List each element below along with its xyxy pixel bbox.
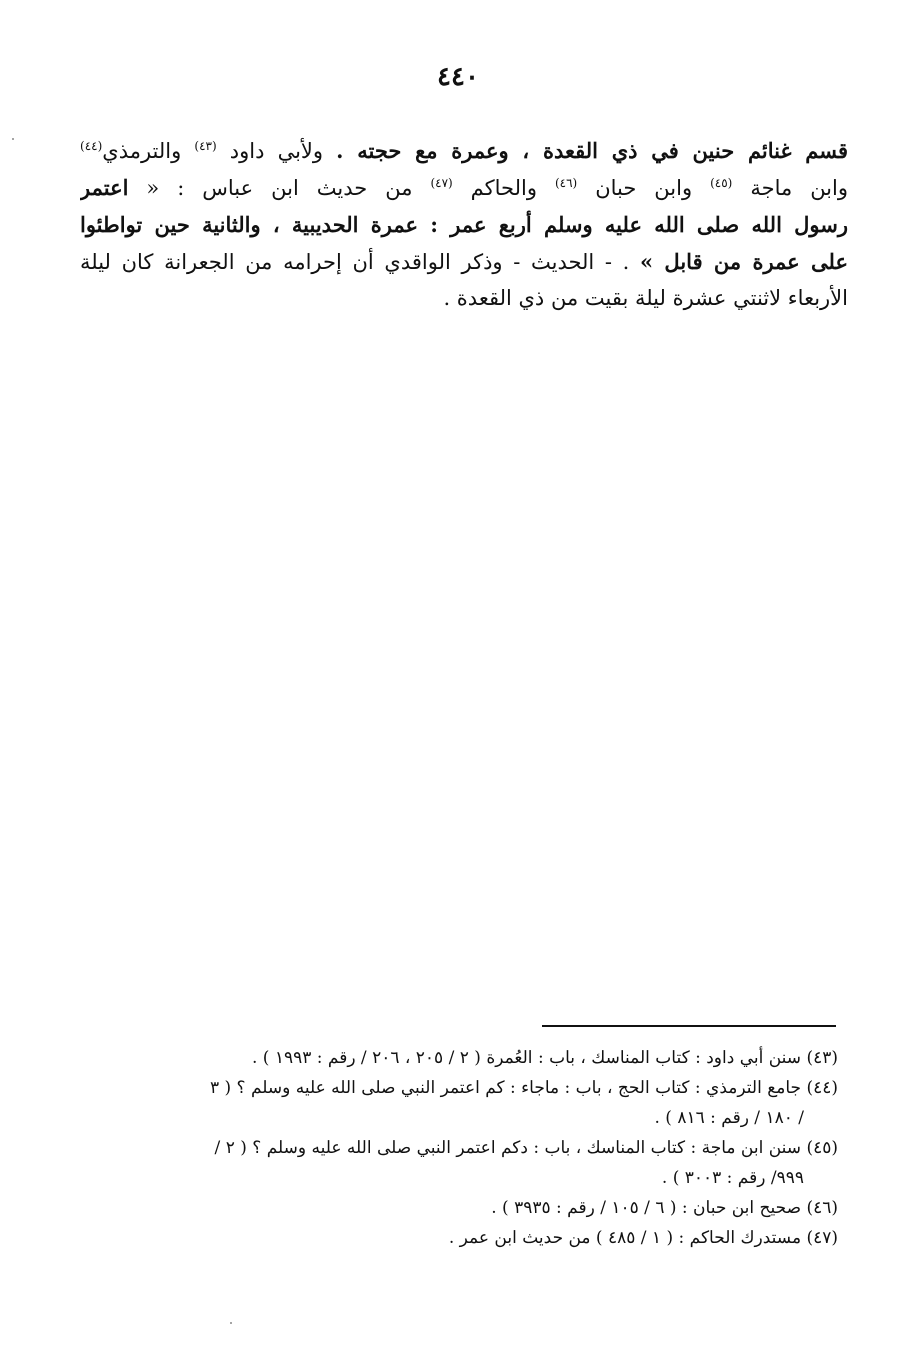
bold-phrase: اعتمر bbox=[80, 175, 129, 200]
text-line-2 bbox=[80, 169, 848, 206]
footnotes-section bbox=[70, 1043, 838, 1253]
main-text bbox=[80, 132, 848, 317]
text-run: ولأبي داود bbox=[216, 139, 337, 163]
footnote-43: (٤٣) سنن أبي داود : كتاب المناسك ، باب : العُمرة ( ٢ / ٢٠٥ ، ٢٠٦ / رقم : ١٩٩٣ ) . bbox=[251, 1048, 838, 1068]
footnote-47: (٤٧) مستدرك الحاكم : ( ١ / ٤٨٥ ) من حديث ابن عمر . bbox=[448, 1228, 838, 1248]
footnote-ref-45[interactable]: (٤٥) bbox=[710, 176, 733, 190]
bold-phrase: قسم غنائم حنين في ذي القعدة ، وعمرة مع حجته . bbox=[336, 138, 848, 163]
footnote-46: (٤٦) صحيح ابن حبان : ( ٦ / ١٠٥ / رقم : ٣٩٣٥ ) . bbox=[491, 1198, 838, 1218]
text-run: . - الحديث - وذكر الواقدي أن إحرامه من الجعرانة كان ليلة bbox=[80, 250, 641, 274]
text-run: وابن ماجة bbox=[732, 176, 848, 200]
text-line-3 bbox=[80, 206, 848, 243]
text-run: من حديث ابن عباس : « bbox=[128, 176, 431, 200]
bold-phrase: رسول الله صلى الله عليه وسلم أربع عمر : عمرة الحديبية ، والثانية حين تواطئوا bbox=[80, 212, 848, 237]
text-run: والترمذي bbox=[102, 139, 195, 163]
footnote-ref-44[interactable]: (٤٤) bbox=[80, 139, 103, 153]
footnote-45: (٤٥) سنن ابن ماجة : كتاب المناسك ، باب : دكم اعتمر النبي صلى الله عليه وسلم ؟ ( ٢ / bbox=[214, 1138, 838, 1158]
text-run: الأربعاء لاثنتي عشرة ليلة بقيت من ذي القعدة . bbox=[443, 286, 848, 310]
footnote-44: (٤٤) جامع الترمذي : كتاب الحج ، باب : ماجاء : كم اعتمر النبي صلى الله عليه وسلم ؟ ( ٣ bbox=[209, 1078, 838, 1098]
footnote-ref-47[interactable]: (٤٧) bbox=[430, 176, 453, 190]
footnote-ref-46[interactable]: (٤٦) bbox=[554, 176, 578, 190]
text-line-1 bbox=[80, 132, 848, 169]
page-number: ٤٤٠ bbox=[437, 62, 479, 92]
text-line-4 bbox=[80, 243, 848, 280]
text-line-5 bbox=[80, 280, 848, 317]
footnote-ref-43[interactable]: (٤٣) bbox=[194, 139, 217, 153]
text-run: والحاكم bbox=[452, 176, 555, 200]
footnote-44-continuation: / ١٨٠ / رقم : ٨١٦ ) . bbox=[654, 1108, 804, 1128]
footnote-divider bbox=[542, 1025, 836, 1027]
scan-speck bbox=[12, 138, 14, 140]
bold-phrase: على عمرة من قابل » bbox=[640, 249, 848, 274]
text-run: وابن حبان bbox=[577, 176, 711, 200]
footnote-45-continuation: ٩٩٩/ رقم : ٣٠٠٣ ) . bbox=[661, 1168, 804, 1188]
scan-speck bbox=[230, 1322, 232, 1324]
